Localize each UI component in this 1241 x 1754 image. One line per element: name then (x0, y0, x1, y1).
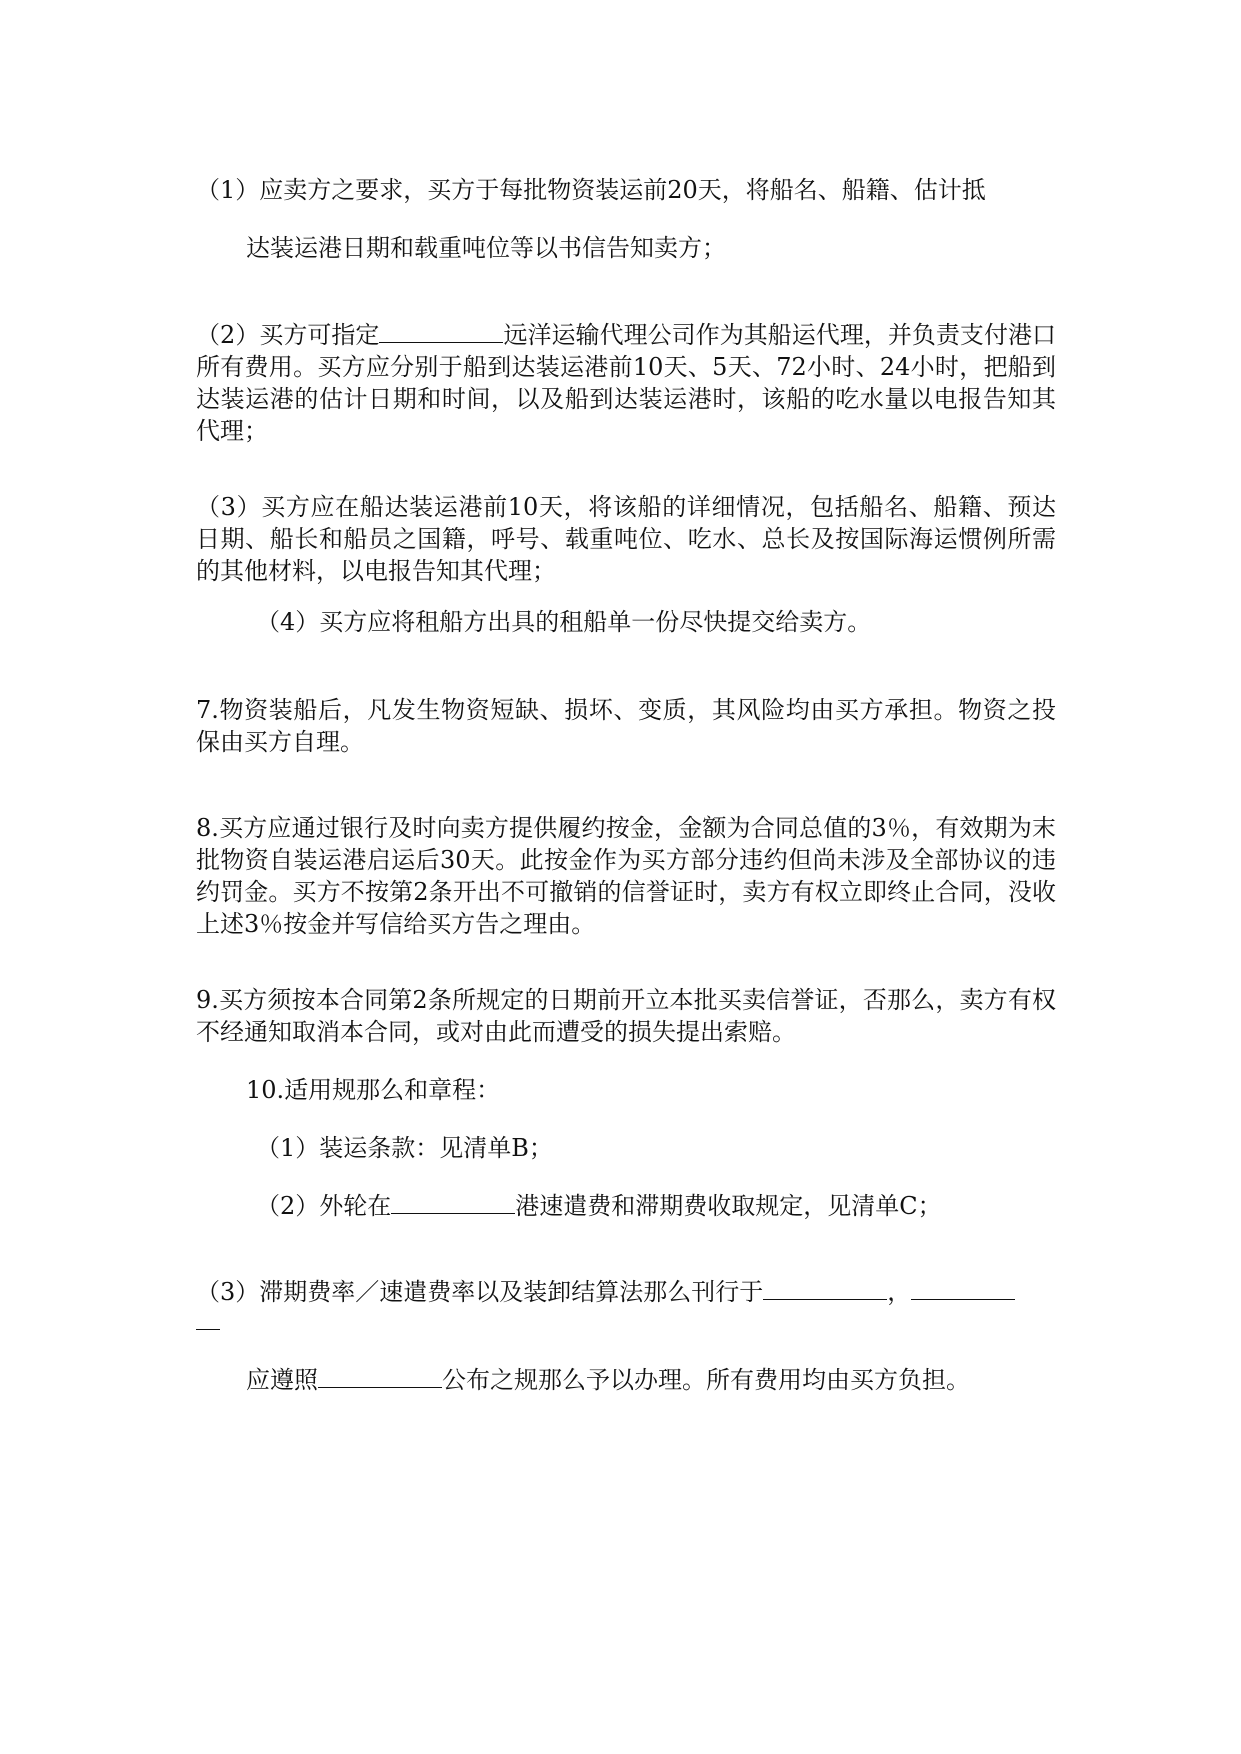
clause-10-3-line-2 (246, 1364, 1106, 1396)
clause-10-2 (256, 1190, 1116, 1222)
clause-6-2-start: （2）买方可指定 (196, 321, 380, 349)
clause-10-4-start: 应遵照 (246, 1366, 318, 1394)
clause-6-4: （4）买方应将租船方出具的租船单一份尽快提交给卖方。 (256, 608, 872, 636)
clause-10-3-blank-continued (196, 1306, 1056, 1338)
clause-10-2-rest: 港速遣费和滞期费收取规定，见清单C； (515, 1192, 942, 1220)
clause-10-heading: 10.适用规那么和章程： (246, 1076, 501, 1104)
clause-10-3-start: （3）滞期费率／速遣费率以及装卸结算法那么刊行于 (196, 1278, 764, 1306)
clause-10-3 (196, 1276, 1056, 1308)
agent-company-blank (379, 324, 503, 343)
authority-blank (911, 1281, 1015, 1300)
clause-8: 8.买方应通过银行及时向卖方提供履约按金，金额为合同总值的3％，有效期为末批物资自装运港启运后30天。此按金作为买方部分违约但尚未涉及全部协议的违约罚金。买方不按第2条开出不可撤销的信誉证时，卖方有权立即终止合同，没收上述3％按金并写信给买方告之理由。 (196, 814, 1056, 938)
port-name-blank (391, 1195, 515, 1214)
clause-10-2-start: （2）外轮在 (256, 1192, 392, 1220)
clause-6-2 (196, 319, 1056, 447)
clause-6-1-line-2: 达装运港日期和载重吨位等以书信告知卖方； (246, 234, 726, 262)
clause-9: 9.买方须按本合同第2条所规定的日期前开立本批买卖信誉证，否那么，卖方有权不经通知取消本合同，或对由此而遭受的损失提出索赔。 (196, 986, 1056, 1046)
clause-10-4-rest: 公布之规那么予以办理。所有费用均由买方负担。 (442, 1366, 970, 1394)
clause-7: 7.物资装船后，凡发生物资短缺、损坏、变质，其风险均由买方承担。物资之投保由买方自理。 (196, 696, 1056, 756)
clause-6-1-line-1: （1）应卖方之要求，买方于每批物资装运前20天，将船名、船籍、估计抵 (196, 176, 986, 204)
authority-blank-continued (196, 1311, 220, 1330)
clause-6-2-rest: 远洋运输代理公司作为其船运代理，并负责支付港口所有费用。买方应分别于船到达装运港前10天、5天、72小时、24小时，把船到达装运港的估计日期和时间，以及船到达装运港时，该船的吃水量以电报告知其代理； (196, 321, 1057, 445)
publication-blank (763, 1281, 887, 1300)
clause-10-3-comma: ， (887, 1278, 912, 1306)
clause-6-3: （3）买方应在船达装运港前10天，将该船的详细情况，包括船名、船籍、预达日期、船长和船员之国籍，呼号、载重吨位、吃水、总长及按国际海运惯例所需的其他材料，以电报告知其代理； (196, 493, 1056, 585)
issuer-blank (318, 1369, 442, 1388)
clause-10-1: （1）装运条款：见清单B； (256, 1134, 553, 1162)
